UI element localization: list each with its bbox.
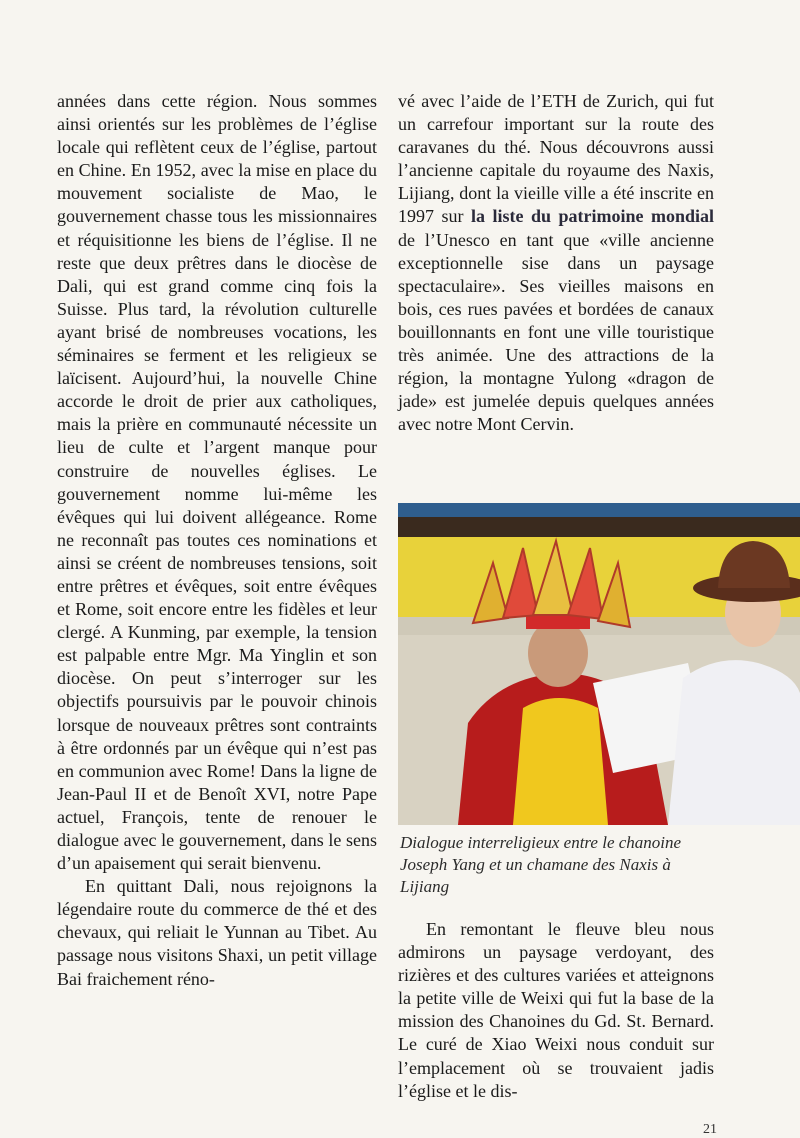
- right-paragraph-1-start: vé avec l’aide de l’ETH de Zurich, qui fut un carrefour important sur la route des caravanes du thé. Nous découvrons aussi l’ancienne capitale du royaume des Naxis, Lijiang, dont la vieille ville a été inscrite en 1997 sur: [398, 91, 714, 227]
- photo-caption: Dialogue interreligieux entre le chanoine Joseph Yang et un chamane des Naxis à Lijiang: [400, 833, 682, 896]
- left-paragraph-1: années dans cette région. Nous sommes ainsi orientés sur les problèmes de l’église locale qui reflètent ceux de l’église, partout en Chine. En 1952, avec la mise en place du mouvement socialiste de Mao, le gouvernement chasse tous les missionnaires et réquisitionne les biens de l’église. Il ne reste que deux prêtres dans le diocèse de Dali, qui est grand comme cinq fois la Suisse. Plus tard, la révolution culturelle ayant brisé de nombreuses vocations, les séminaires se ferment et les religieux se laïcisent. Aujourd’hui, la nouvelle Chine accorde le droit de prier aux catholiques, mais la prière en communauté nécessite un lieu de culte et l’argent manque pour construire de nouvelles églises. Le gouvernement nomme lui-même les évêques qui lui doivent allégeance. Rome ne reconnaît pas toutes ces nominations et ainsi se créent de nombreuses tensions, soit entre prêtres et évêques, soit entre évêques et Rome, soit encore entre les fidèles et leur clergé. A Kunming, par exemple, la tension est palpable entre Mgr. Ma Yinglin et son diocèse. On peut s’interroger sur les objectifs poursuivis par le pouvoir chinois lorsque de nouveaux prêtres sont contraints à être ordonnés par un évêque qui n’est pas en communion avec Rome! Dans la ligne de Jean-Paul II et de Benoît XVI, notre Pape actuel, François, tente de renouer le dialogue avec le gouvernement, dans le sens d’un apaisement qui serait bienvenu.: [57, 91, 377, 874]
- right-column: [398, 90, 714, 436]
- right-paragraph-2: En remontant le fleuve bleu nous admirons un paysage verdoyant, des rizières et des cultures variées et atteignons la petite ville de Weixi qui fut la base de la mission des Chanoines du Gd. St. Bernard. Le curé de Xiao Weixi nous conduit sur l’emplacement où se trouvaient jadis l’église et le dis-: [398, 919, 714, 1101]
- right-paragraph-1: [398, 90, 714, 436]
- right-paragraph-1-end: de l’Unesco en tant que «ville ancienne exceptionnelle sise dans un paysage spectaculaire». Ses vieilles maisons en bois, ces rues pavées et bordées de canaux bouillonnants en font une ville touristique très animée. Une des attractions de la région, la montagne Yulong «dragon de jade» est jumelée depuis quelques années avec notre Mont Cervin.: [398, 229, 714, 435]
- left-column: [57, 90, 377, 991]
- right-column-lower: [398, 918, 714, 1103]
- left-paragraph-2: En quittant Dali, nous rejoignons la légendaire route du commerce de thé et des chevaux, qui reliait le Yunnan au Tibet. Au passage nous visitons Shaxi, un petit village Bai fraichement réno-: [57, 876, 377, 989]
- page-number: 21: [703, 1122, 717, 1137]
- photo-illustration: [398, 503, 800, 825]
- unesco-highlight: la liste du patrimoine mondial: [471, 206, 714, 227]
- photo-shaman-dialogue: [398, 503, 800, 825]
